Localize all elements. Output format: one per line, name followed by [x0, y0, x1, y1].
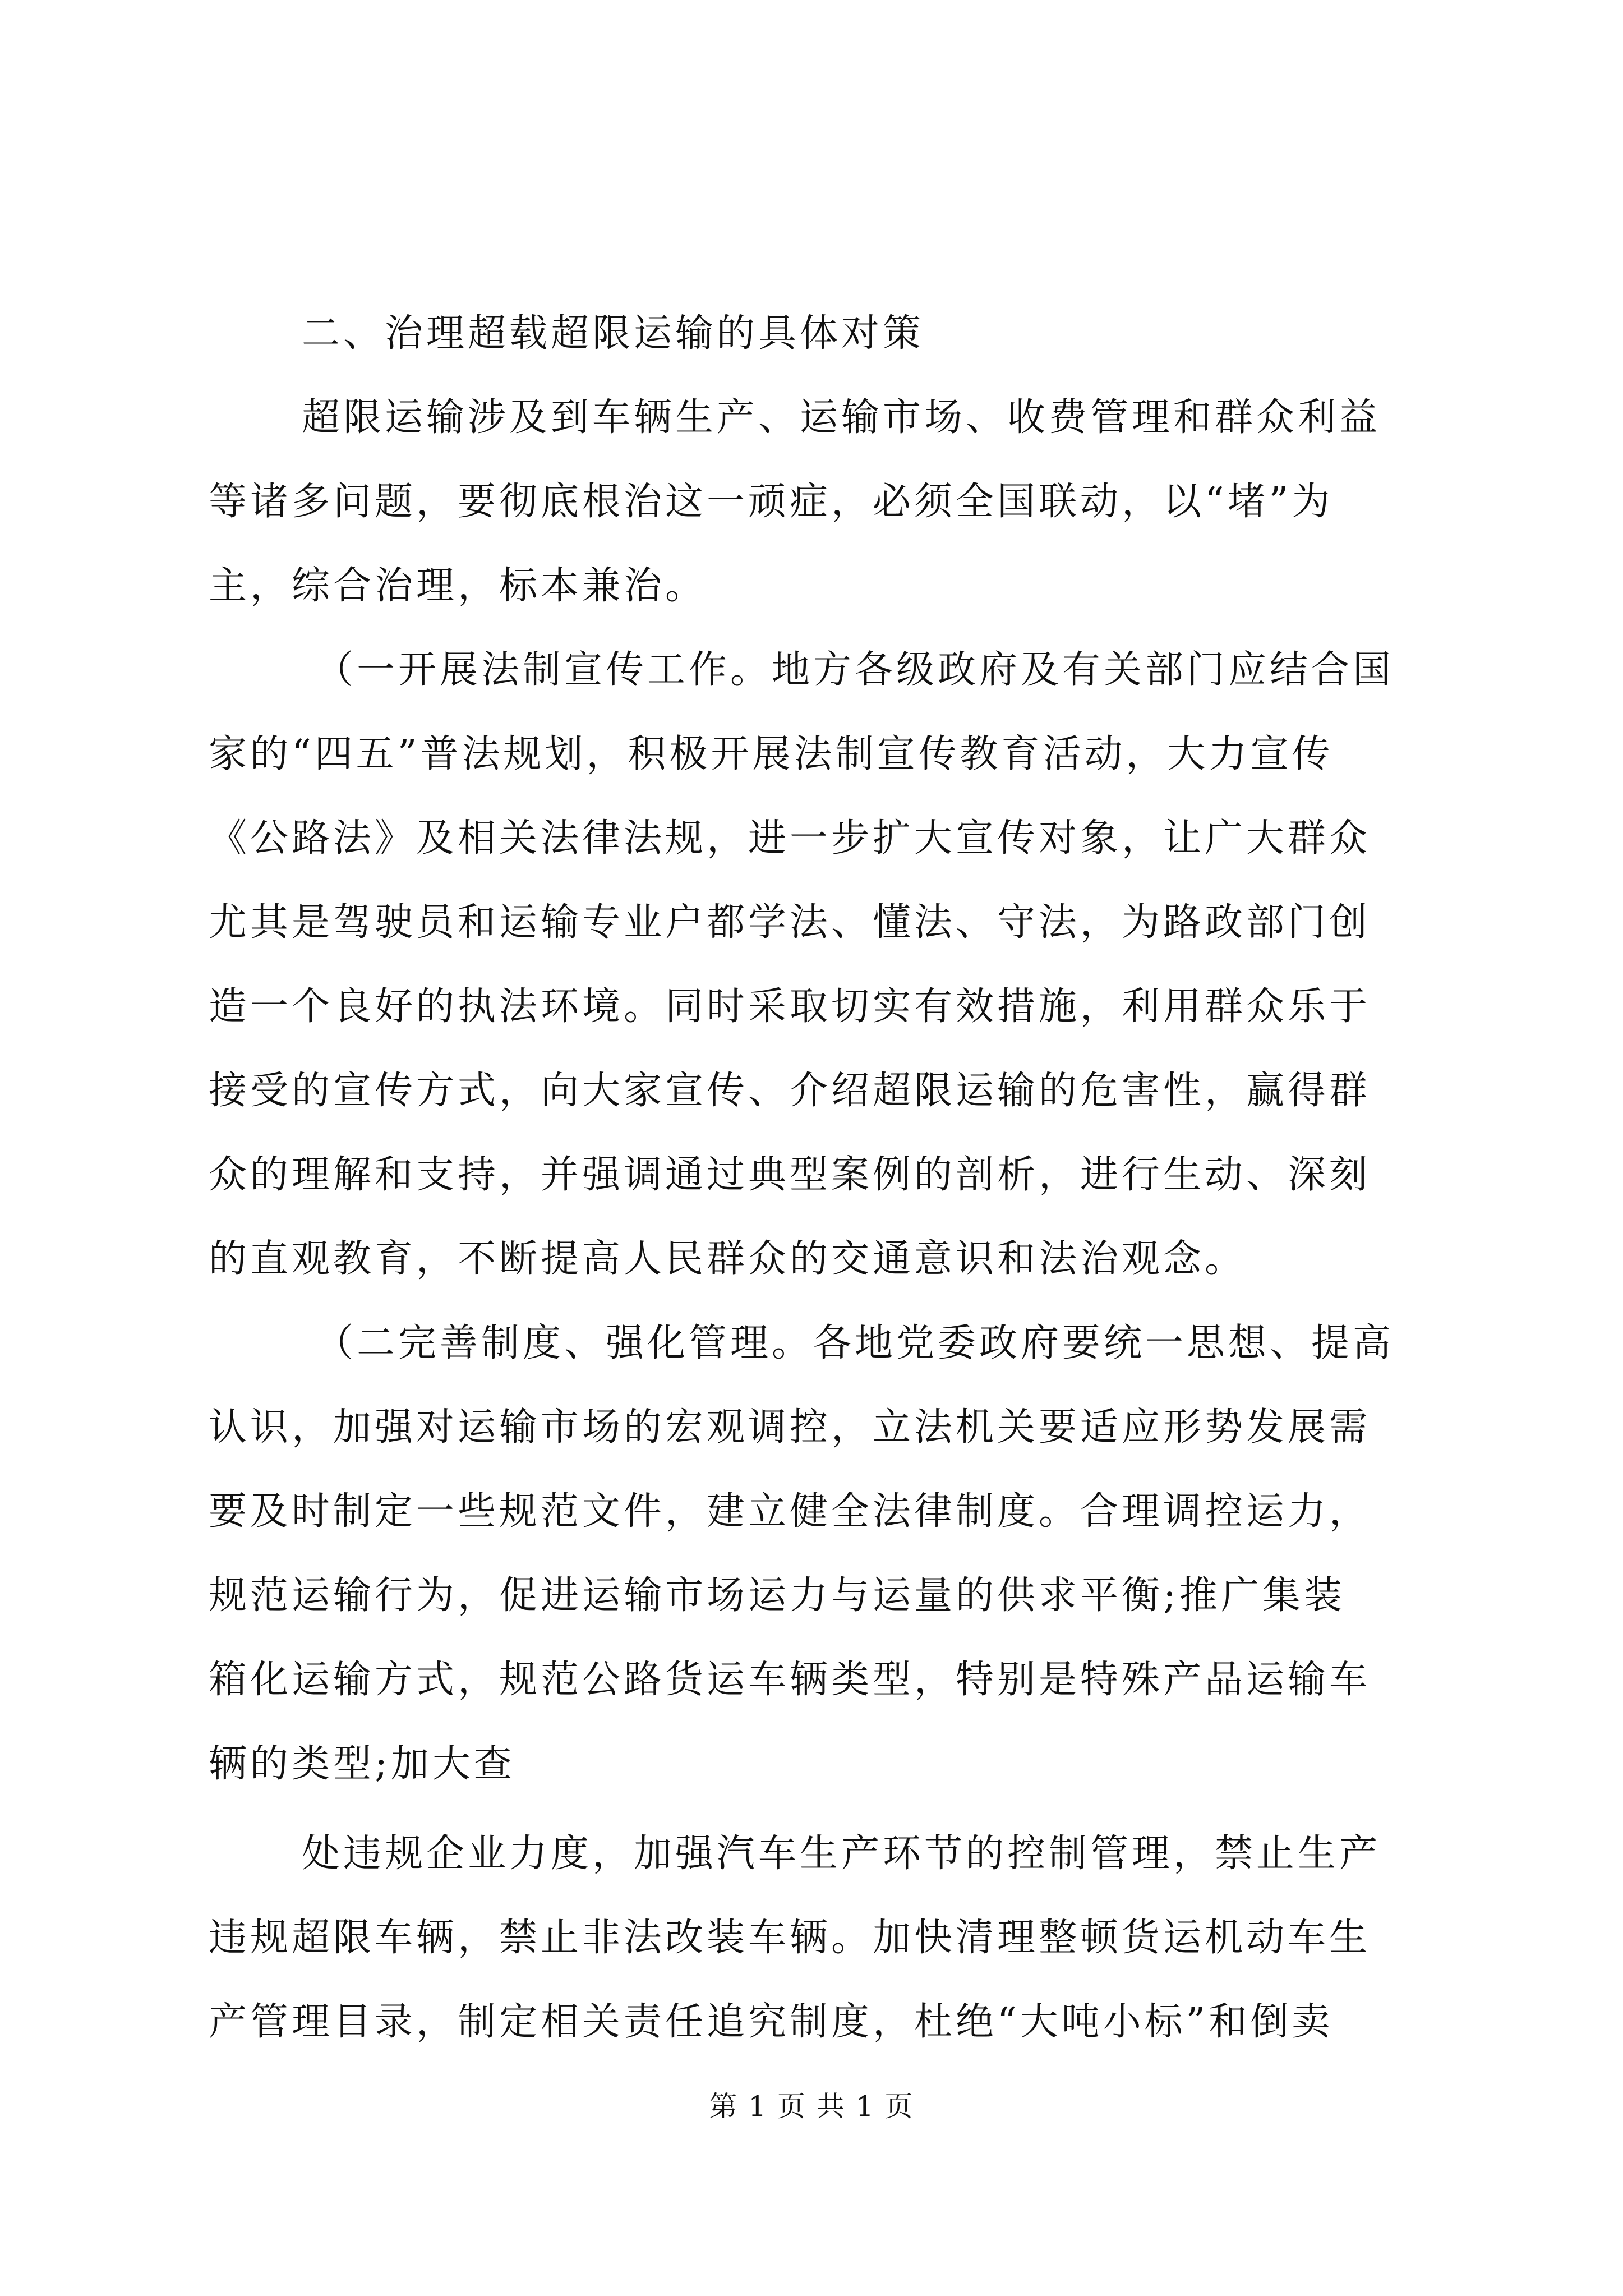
- paragraph-line: 认识，加强对运输市场的宏观调控，立法机关要适应形势发展需: [209, 1405, 1371, 1450]
- page-number-footer: 第 1 页 共 1 页: [709, 2090, 914, 2123]
- paragraph-line: 处违规企业力度，加强汽车生产环节的控制管理，禁止生产: [302, 1832, 1381, 1876]
- section-heading: 二、治理超载超限运输的具体对策: [302, 311, 925, 356]
- paragraph-overview: [209, 376, 1414, 628]
- paragraph-legal-publicity: [209, 628, 1414, 1301]
- paragraph-line: 违规超限车辆，禁止非法改装车辆。加快清理整顿货运机动车生: [209, 1916, 1371, 1960]
- paragraph-line: 等诸多问题，要彻底根治这一顽症，必须全国联动，以“堵”为: [209, 480, 1334, 524]
- paragraph-line: 超限运输涉及到车辆生产、运输市场、收费管理和群众利益: [302, 395, 1381, 440]
- paragraph-line: 主，综合治理，标本兼治。: [209, 564, 707, 608]
- paragraph-line: 接受的宣传方式，向大家宣传、介绍超限运输的危害性，赢得群: [209, 1069, 1371, 1113]
- document-body: [209, 292, 1414, 2064]
- paragraph-line: 尤其是驾驶员和运输专业户都学法、懂法、守法，为路政部门创: [209, 900, 1371, 945]
- paragraph-system-management: [209, 1301, 1414, 1806]
- paragraph-line: （二完善制度、强化管理。各地党委政府要统一思想、提高: [315, 1321, 1395, 1365]
- paragraph-line: 要及时制定一些规范文件，建立健全法律制度。合理调控运力，: [209, 1489, 1371, 1534]
- paragraph-line: （一开展法制宣传工作。地方各级政府及有关部门应结合国: [315, 648, 1395, 692]
- paragraph-line: 造一个良好的执法环境。同时采取切实有效措施，利用群众乐于: [209, 984, 1371, 1029]
- paragraph-line: 规范运输行为，促进运输市场运力与运量的供求平衡;推广集装: [209, 1573, 1345, 1618]
- paragraph-line: 箱化运输方式，规范公路货运车辆类型，特别是特殊产品运输车: [209, 1658, 1371, 1702]
- paragraph-line: 家的“四五”普法规划，积极开展法制宣传教育活动，大力宣传: [209, 732, 1334, 776]
- paragraph-line: 众的理解和支持，并强调通过典型案例的剖析，进行生动、深刻: [209, 1153, 1371, 1197]
- paragraph-enforcement: [209, 1812, 1414, 2064]
- paragraph-line: 的直观教育，不断提高人民群众的交通意识和法治观念。: [209, 1237, 1247, 1281]
- paragraph-line: 辆的类型;加大查: [209, 1742, 515, 1786]
- paragraph-line: 《公路法》及相关法律法规，进一步扩大宣传对象，让广大群众: [209, 816, 1371, 861]
- paragraph-line: 产管理目录，制定相关责任追究制度，杜绝“大吨小标”和倒卖: [209, 2000, 1334, 2044]
